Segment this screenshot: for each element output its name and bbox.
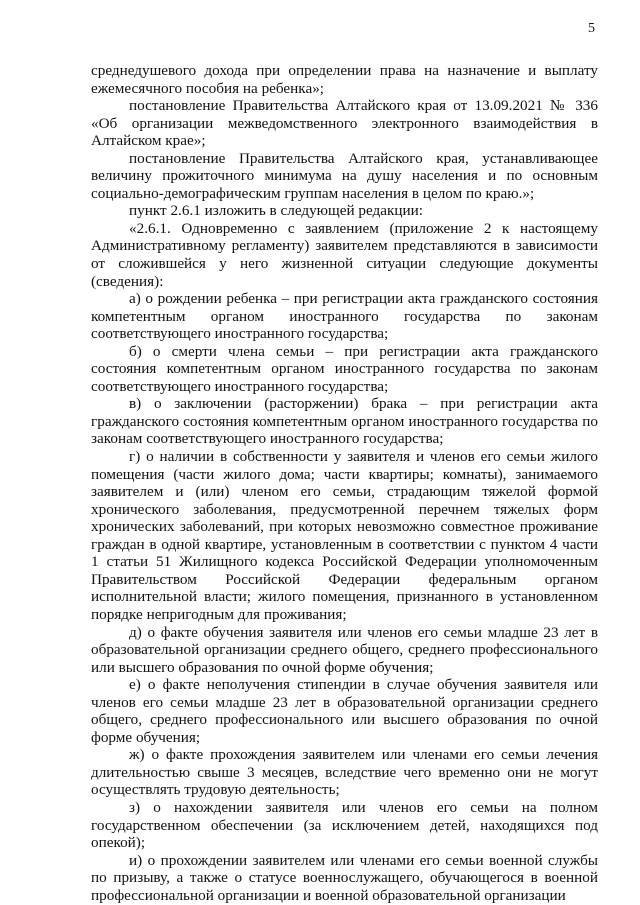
- paragraph: г) о наличии в собственности у заявителя и членов его семьи жилого помещения (части жилого дома; части квартиры; комнаты), занимаемого заявителем и (или) членом его семьи, страдающим тяжелой формой хронического заболевания, предусмотренной перечнем тяжелых форм хронических заболеваний, при которых невозможно совместное проживание граждан в одной квартире, установленным в соответствии с пунктом 4 части 1 статьи 51 Жилищного кодекса Российской Федерации уполномоченным Правительством Российской Федерации федеральным органом исполнительной власти; жилого помещения, признанного в установленном порядке непригодным для проживания;: [91, 448, 598, 623]
- paragraph: е) о факте неполучения стипендии в случае обучения заявителя или членов его семьи младше 23 лет в образовательной организации среднего общего, среднего профессионального или высшего образования по очной форме обучения;: [91, 676, 598, 746]
- paragraph: «2.6.1. Одновременно с заявлением (приложение 2 к настоящему Административному регламенту) заявителем представляются в зависимости от сложившейся у него жизненной ситуации следующие документы (сведения):: [91, 219, 598, 290]
- paragraph: постановление Правительства Алтайского края, устанавливающее величину прожиточного минимума на душу населения и по основным социально-демографическим группам населения в целом по краю.»;: [91, 149, 598, 202]
- paragraph: и) о прохождении заявителем или членами его семьи военной службы по призыву, а также о статусе военнослужащего, обучающегося в военной профессиональной организации и военной образовательной организации: [91, 851, 598, 904]
- paragraph: постановление Правительства Алтайского края от 13.09.2021 № 336 «Об организации межведомственного электронного взаимодействия в Алтайском крае»;: [91, 97, 598, 150]
- page-number: 5: [588, 21, 595, 36]
- paragraph: пункт 2.6.1 изложить в следующей редакции:: [129, 202, 423, 220]
- paragraph: ж) о факте прохождения заявителем или членами его семьи лечения длительностью свыше 3 месяцев, вследствие чего временно они не могут осуществлять трудовую деятельность;: [91, 746, 598, 799]
- paragraph: б) о смерти члена семьи – при регистрации акта гражданского состояния компетентным органом иностранного государства по законам соответствующего иностранного государства;: [91, 342, 598, 395]
- document-body: [91, 62, 598, 904]
- paragraph: а) о рождении ребенка – при регистрации акта гражданского состояния компетентным органом иностранного государства по законам соответствующего иностранного государства;: [91, 290, 598, 343]
- paragraph: д) о факте обучения заявителя или членов его семьи младше 23 лет в образовательной организации среднего общего, среднего профессионального или высшего образования по очной форме обучения;: [91, 623, 598, 676]
- paragraph: среднедушевого дохода при определении права на назначение и выплату ежемесячного пособия на ребенка»;: [91, 62, 598, 97]
- paragraph: в) о заключении (расторжении) брака – при регистрации акта гражданского состояния компетентным органом иностранного государства по законам соответствующего иностранного государства;: [91, 395, 598, 448]
- paragraph: з) о нахождении заявителя или членов его семьи на полном государственном обеспечении (за исключением детей, находящихся под опекой);: [91, 798, 598, 852]
